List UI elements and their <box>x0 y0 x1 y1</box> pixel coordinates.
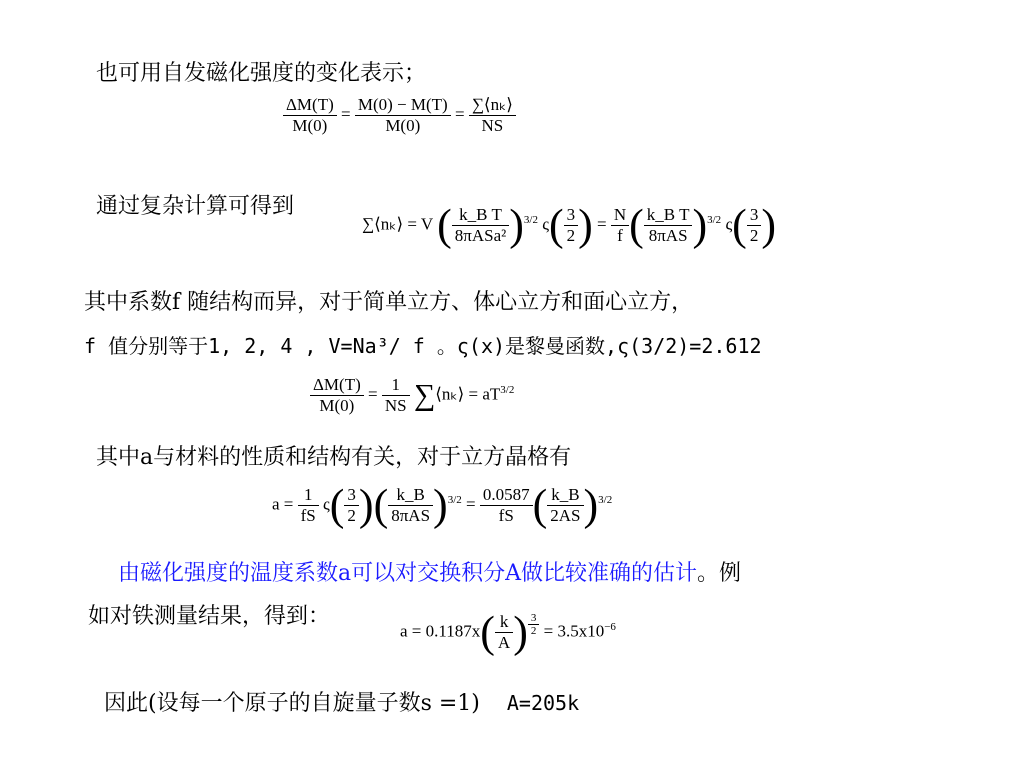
eq2-lparen-3: ( <box>629 200 644 250</box>
eq2-frac3 <box>644 205 693 246</box>
eq2-frac1 <box>452 205 509 246</box>
eq5-k: k <box>495 612 513 633</box>
eq1-mid-den: M(0) <box>385 116 421 135</box>
eq2-frac1-num: k_B T <box>452 205 509 226</box>
eq3-lhs-fraction <box>310 375 364 416</box>
eq4-a-eq: a = <box>272 494 294 514</box>
eq4-rparen-2: ) <box>433 480 448 530</box>
eq4-exp-1: 3/2 <box>447 493 462 506</box>
eq4-den2: 2AS <box>550 506 581 525</box>
eq1-equals-2: = <box>454 104 469 124</box>
a-text: 其中a与材料的性质和结构有关，对于立方晶格有 <box>96 445 572 470</box>
eq2-lparen-4: ( <box>732 200 747 250</box>
eq2-lparen-1: ( <box>437 200 452 250</box>
eq2-nf <box>611 205 629 246</box>
eq3-exp: 3/2 <box>500 383 515 396</box>
eq4-rparen-1: ) <box>358 480 374 530</box>
eq2-rparen-1: ) <box>509 200 524 250</box>
eq3-lhs-num: ΔM(T) <box>310 375 364 396</box>
eq1-lhs-num: ΔM(T) <box>283 95 337 116</box>
intro-text: 也可用自发磁化强度的变化表示； <box>96 61 427 86</box>
equation-2 <box>362 200 776 250</box>
eq4-one-over-fs <box>298 485 319 526</box>
eq2-exp-2: 3/2 <box>707 213 722 226</box>
eq2-frac3-den: 8πAS <box>648 226 688 245</box>
eq5-lparen: ( <box>480 607 495 657</box>
eq4-lparen-1: ( <box>329 480 345 530</box>
eq3-one: 1 <box>382 375 410 396</box>
eq5-lhs: a = 0.1187x <box>400 621 481 641</box>
eq4-coef: 0.0587 <box>480 485 533 506</box>
eq3-sum-body: ⟨nₖ⟩ = aT <box>435 384 501 404</box>
eq5-rparen: ) <box>513 607 528 657</box>
eq1-mid-fraction <box>355 95 451 136</box>
eq4-kb: k_B <box>388 485 433 506</box>
eq4-fs2: fS <box>498 506 514 525</box>
final-text: 因此(设每一个原子的自旋量子数s =1) <box>104 691 480 716</box>
eq5-exp-num: 3 <box>528 612 540 625</box>
coef-text-2: f 值分别等于1, 2, 4 , V=Na³/ f 。ς(x)是黎曼函数,ς(3/2)=2.612 <box>84 334 762 358</box>
eq2-zeta-1: ς <box>542 214 549 234</box>
eq2-frac2-num: 3 <box>564 205 579 226</box>
black-tail: 。例 <box>697 561 742 586</box>
eq4-kb2-frac <box>547 485 583 526</box>
eq5-A: A <box>497 633 511 652</box>
eq3-sum-icon: ∑ <box>413 378 436 412</box>
eq3-ns: NS <box>384 396 407 415</box>
eq4-three-halves <box>344 485 359 526</box>
blue-text: 由磁化强度的温度系数a可以对交换积分A做比较准确的估计 <box>118 561 698 586</box>
eq4-kb2: k_B <box>547 485 583 506</box>
eq4-coef-frac <box>480 485 533 526</box>
calc-text: 通过复杂计算可得到 <box>96 194 295 219</box>
eq2-lhs: ∑⟨nₖ⟩ = V <box>362 214 433 234</box>
eq2-frac4-num: 3 <box>747 205 762 226</box>
final-line <box>104 689 579 718</box>
eq4-exp-2: 3/2 <box>598 493 613 506</box>
eq4-fs: fS <box>300 506 316 525</box>
eq2-rparen-4: ) <box>761 200 776 250</box>
eq2-rparen-3: ) <box>692 200 708 250</box>
eq2-frac3-num: k_B T <box>644 205 693 226</box>
eq5-rhs-exp: −6 <box>604 620 616 633</box>
eq4-lparen-2: ( <box>373 480 389 530</box>
equation-4 <box>272 480 613 530</box>
eq2-frac4-den: 2 <box>749 226 759 245</box>
eq2-nf-num: N <box>611 205 629 226</box>
eq4-one: 1 <box>298 485 319 506</box>
eq3-lhs-den: M(0) <box>319 396 355 415</box>
measure-text: 如对铁测量结果，得到： <box>88 604 331 629</box>
eq1-mid-num: M(0) − M(T) <box>355 95 451 116</box>
eq2-frac2-den: 2 <box>566 226 576 245</box>
eq2-zeta-2: ς <box>725 214 733 234</box>
eq5-exp-den: 2 <box>530 625 537 637</box>
eq1-lhs-fraction <box>283 95 337 136</box>
eq4-zeta: ς <box>323 494 330 514</box>
eq5-k-over-a <box>495 612 513 653</box>
eq5-rhs: = 3.5x10 <box>543 621 605 641</box>
eq3-equals: = <box>368 384 382 404</box>
eq2-frac1-den: 8πASa² <box>454 226 507 245</box>
equation-5 <box>400 607 616 657</box>
eq1-rhs-den: NS <box>481 116 504 135</box>
eq1-lhs-den: M(0) <box>292 116 328 135</box>
eq1-rhs-fraction <box>469 95 516 136</box>
eq4-rparen-3: ) <box>583 480 599 530</box>
eq4-lparen-3: ( <box>532 480 548 530</box>
eq1-rhs-num: ∑⟨nₖ⟩ <box>469 95 516 116</box>
equation-3 <box>310 375 514 416</box>
eq4-den1: 8πAS <box>391 506 431 525</box>
eq4-kb-frac <box>388 485 433 526</box>
eq1-equals-1: = <box>341 104 355 124</box>
eq2-frac2 <box>564 205 579 246</box>
eq2-rparen-2: ) <box>578 200 593 250</box>
equation-1 <box>283 95 516 136</box>
eq4-two: 2 <box>347 506 356 525</box>
eq2-nf-den: f <box>617 226 623 245</box>
eq2-equals: = <box>597 214 607 234</box>
eq4-equals: = <box>466 494 476 514</box>
eq2-frac4 <box>747 205 762 246</box>
coef-text-1: 其中系数f 随结构而异，对于简单立方、体心立方和面心立方， <box>84 290 694 315</box>
eq5-exponent <box>528 612 540 637</box>
eq2-lparen-2: ( <box>548 200 564 250</box>
eq4-three: 3 <box>344 485 359 506</box>
blue-line <box>118 560 741 588</box>
eq2-exp-1: 3/2 <box>523 213 538 226</box>
eq3-one-over-ns <box>382 375 410 416</box>
final-value: A=205k <box>506 691 580 715</box>
